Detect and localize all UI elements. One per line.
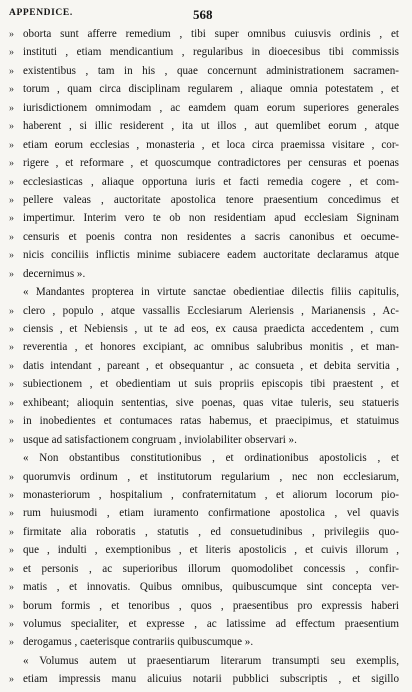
line-text: in inobedientes et contumaces ratas habemus, et praecipimus, et statuimus [23,415,399,428]
text-line [9,120,399,138]
line-text: censuris et poenis contra non residentes a sacris canonibus et oecume- [23,230,399,243]
quote-mark: » [9,121,14,133]
text-line [9,305,399,323]
quote-mark: » [9,434,14,446]
line-text: derogamus , caeterisque contrariis quibuscumque ». [23,636,254,649]
page-header [9,8,399,24]
quote-mark: » [9,489,14,501]
text-line [9,581,399,599]
line-text: pellere valeas , auctoritate apostolica tenore praesentium concedimus et [23,193,399,206]
body-text [9,28,399,692]
text-line [9,83,399,101]
page-number: 568 [193,7,213,22]
line-text: haberent , si illic residerent , ita ut illos , aut quemlibet eorum , atque [23,120,399,133]
text-line [9,618,399,636]
line-text: iurisdictionem omnimodam , ac eamdem quam eorum superiores generales [23,101,399,114]
text-line [9,378,399,396]
quote-mark: » [9,158,14,170]
quote-mark: » [9,231,14,243]
text-line [9,286,399,304]
line-text: datis intendant , pareant , et obsequantur , ac consueta , et debita servitia , [23,359,399,372]
line-text: ciensis , et Nebiensis , ut te ad eos, ex causa praedicta accedentem , cum [23,323,399,335]
line-text: impertimur. Interim vero te ob non residentiam apud ecclesiam Signinam [23,212,399,225]
quote-mark: » [9,194,14,206]
quote-mark: » [9,29,14,40]
line-text: usque ad satisfactionem congruam , inviolabiliter observari ». [23,433,297,446]
text-line [9,176,399,194]
quote-mark: » [9,637,14,649]
text-line [9,212,399,230]
line-text: et personis , ac superioribus illorum quomodolibet concessis , confir- [23,562,399,575]
line-text: matis , et innovatis. Quibus omnibus, quibuscumque sint concepta ver- [23,581,399,594]
line-text: « Volumus autem ut praesentiarum literarum transumpti seu exemplis, [23,654,399,667]
line-text: « Mandantes propterea in virtute sanctae obedientiae dilectis filiis capitulis, [23,286,399,299]
line-text: decernimus ». [23,267,86,280]
quote-mark: » [9,379,14,391]
quote-mark: » [9,471,14,483]
text-line [9,231,399,249]
line-text: firmitate alia roboratis , statutis , ed consuetudinibus , privilegiis quo- [23,525,399,538]
line-text: volumus specialiter, et expresse , ac latissime ad effectum praesentium [23,618,399,630]
text-line [9,434,399,452]
quote-mark: » [9,526,14,538]
text-line [9,65,399,83]
quote-mark: » [9,139,14,151]
line-text: ecclesiasticas , aliaque opportuna iuris et facti remedia cogere , et com- [23,175,399,188]
line-text: monasteriorum , hospitalium , confraternitatum , et aliorum locorum pio- [23,488,399,501]
line-text: que , indulti , exemptionibus , et literis apostolicis , et cuivis illorum , [23,544,399,557]
text-line [9,323,399,341]
line-text: existentibus , tam in his , quae concernunt administrationem sacramen- [23,64,399,77]
quote-mark: » [9,342,14,354]
quote-mark: » [9,545,14,557]
running-head: APPENDICE. [9,8,73,18]
text-line [9,360,399,378]
text-line [9,194,399,212]
quote-mark: » [9,176,14,188]
text-line [9,415,399,433]
quote-mark: » [9,268,14,280]
text-line [9,341,399,359]
text-line [9,655,399,673]
text-line [9,452,399,470]
text-line [9,471,399,489]
quote-mark: » [9,600,14,612]
text-line [9,157,399,175]
quote-mark: » [9,213,14,225]
line-text: quorumvis ordinum , et institutorum regularium , nec non ecclesiarum, [23,470,399,483]
quote-mark: » [9,47,14,59]
quote-mark: » [9,397,14,409]
text-line [9,102,399,120]
quote-mark: » [9,250,14,262]
text-line [9,600,399,618]
line-text: « Non obstantibus constitutionibus , et ordinationibus apostolicis , et [23,452,399,465]
text-line [9,636,399,654]
text-line [9,673,399,691]
quote-mark: » [9,324,14,335]
text-line [9,28,399,46]
line-text: rigere , et reformare , et quoscumque contradictores per censuras et poenas [23,157,399,170]
quote-mark: » [9,619,14,630]
quote-mark: » [9,582,14,594]
quote-mark: » [9,360,14,372]
quote-mark: » [9,102,14,114]
line-text: borum formis , et tenoribus , quos , praesentibus pro expressis haberi [23,599,399,612]
text-line [9,46,399,64]
line-text: subiectionem , et obedientiam ut suis propriis episcopis tibi praestent , et [23,378,399,391]
line-text: reverentia , et honores excipiant, ac omnibus salubribus monitis , et man- [23,341,399,354]
text-line [9,489,399,507]
quote-mark: » [9,563,14,575]
quote-mark: » [9,674,14,686]
quote-mark: » [9,305,14,317]
line-text: clero , populo , atque vassallis Ecclesiarum Aleriensis , Marianensis , Ac- [23,304,399,317]
text-line [9,526,399,544]
line-text: etiam impressis manu alicuius notarii pubblici subscriptis , et sigillo [23,673,399,686]
line-text: oborta sunt afferre remedium , tibi super omnibus cuiusvis ordinis , et [23,28,399,40]
line-text: exhibeant; alioquin sententias, sive poenas, quas vitae tuleris, seu statueris [23,396,399,409]
quote-mark: » [9,65,14,77]
text-line [9,397,399,415]
text-line [9,268,399,286]
text-line [9,249,399,267]
quote-mark: » [9,508,14,520]
text-line [9,507,399,525]
line-text: torum , quam circa disciplinam regularem , aliaque omnia potestatem , et [23,83,399,96]
quote-mark: » [9,84,14,96]
text-line [9,139,399,157]
line-text: instituti , etiam mendicantium , regularibus in dioecesibus tibi commissis [23,46,399,59]
text-line [9,544,399,562]
text-line [9,563,399,581]
quote-mark: » [9,416,14,428]
line-text: rum huiusmodi , etiam iuramento confirmatione apostolica , vel quavis [23,507,399,520]
line-text: etiam eorum ecclesias , monasteria , et loca circa praemissa visitare , cor- [23,138,399,151]
line-text: nicis conciliis inflictis minime subiacere eadem auctoritate declaramus atque [23,249,399,262]
